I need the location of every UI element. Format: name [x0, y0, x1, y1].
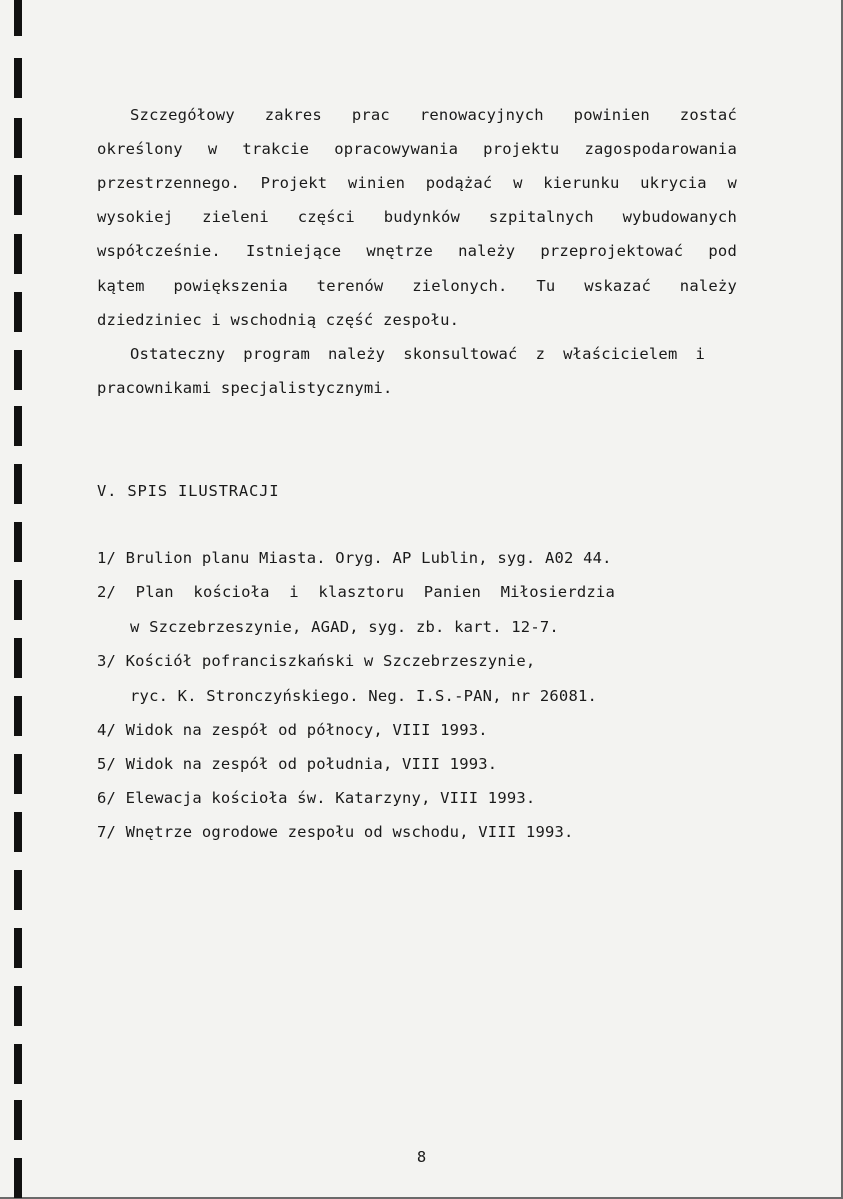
binding-hole — [14, 870, 22, 910]
list-item-continuation: w Szczebrzeszynie, AGAD, syg. zb. kart. 12-7. — [130, 618, 559, 636]
binding-hole — [14, 175, 22, 215]
binding-hole — [14, 1044, 22, 1084]
binding-hole — [14, 1100, 22, 1140]
binding-holes — [14, 0, 28, 1199]
binding-hole — [14, 464, 22, 504]
list-item: 2/ Plan kościoła i klasztoru Panien Miłosierdzia — [97, 583, 615, 601]
binding-hole — [14, 696, 22, 736]
binding-hole — [14, 522, 22, 562]
body-line: Szczegółowy zakres prac renowacyjnych powinien zostać — [130, 106, 737, 124]
binding-hole — [14, 986, 22, 1026]
binding-hole — [14, 406, 22, 446]
section-heading: V. SPIS ILUSTRACJI — [97, 482, 280, 500]
binding-hole — [14, 350, 22, 390]
binding-hole — [14, 928, 22, 968]
body-line: wysokiej zieleni części budynków szpitalnych wybudowanych — [97, 208, 737, 226]
list-item: 4/ Widok na zespół od północy, VIII 1993. — [97, 721, 488, 739]
binding-hole — [14, 0, 22, 36]
body-line: współcześnie. Istniejące wnętrze należy przeprojektować pod — [97, 242, 737, 260]
binding-hole — [14, 754, 22, 794]
binding-hole — [14, 118, 22, 158]
body-line: pracownikami specjalistycznymi. — [97, 379, 393, 397]
binding-hole — [14, 234, 22, 274]
body-line: przestrzennego. Projekt winien podążać w kierunku ukrycia w — [97, 174, 737, 192]
binding-hole — [14, 580, 22, 620]
body-line: Ostateczny program należy skonsultować z właścicielem i — [130, 345, 705, 363]
body-line: kątem powiększenia terenów zielonych. Tu wskazać należy — [97, 277, 737, 295]
page-number: 8 — [416, 1148, 427, 1166]
body-line: dziedziniec i wschodnią część zespołu. — [97, 311, 460, 329]
binding-hole — [14, 812, 22, 852]
list-item: 1/ Brulion planu Miasta. Oryg. AP Lublin, syg. A02 44. — [97, 549, 612, 567]
list-item: 3/ Kościół pofranciszkański w Szczebrzeszynie, — [97, 652, 536, 670]
binding-hole — [14, 58, 22, 98]
binding-hole — [14, 638, 22, 678]
list-item-continuation: ryc. K. Stronczyńskiego. Neg. I.S.-PAN, nr 26081. — [130, 687, 598, 705]
body-line: określony w trakcie opracowywania projektu zagospodarowania — [97, 140, 737, 158]
binding-hole — [14, 292, 22, 332]
list-item: 7/ Wnętrze ogrodowe zespołu od wschodu, VIII 1993. — [97, 823, 574, 841]
list-item: 6/ Elewacja kościoła św. Katarzyny, VIII 1993. — [97, 789, 536, 807]
list-item: 5/ Widok na zespół od południa, VIII 1993. — [97, 755, 498, 773]
